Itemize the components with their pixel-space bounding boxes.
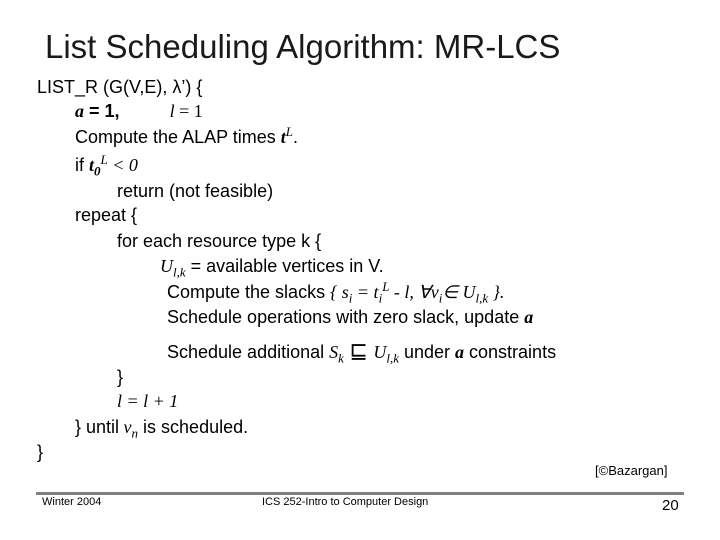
alap-text: Compute the ALAP times: [75, 127, 281, 147]
code-line-for: [117, 230, 321, 252]
code-line-slacks: [167, 279, 505, 306]
code-line-init: [75, 100, 203, 122]
slack-in: ∈ U: [442, 282, 476, 302]
slack-s: { s: [330, 282, 349, 302]
set-U: U: [373, 342, 387, 362]
slack-minus: - l, ∀v: [389, 282, 439, 302]
footer-date: Winter 2004: [42, 496, 102, 508]
code-line-close-for: }: [117, 367, 124, 387]
slide-title: List Scheduling Algorithm: MR-LCS: [45, 28, 561, 65]
close-brace: }: [75, 417, 87, 437]
superscript-L: L: [285, 124, 294, 139]
until-keyword: until: [86, 417, 120, 437]
constraints-text: constraints: [464, 342, 557, 362]
variable-a: a: [75, 101, 84, 121]
code-line-until: [75, 416, 249, 441]
vertex-v: v: [119, 417, 132, 437]
if-keyword: if: [75, 155, 90, 175]
period: .: [293, 127, 299, 147]
code-line-available: [160, 255, 384, 280]
schedule-additional-text: Schedule additional: [167, 342, 330, 362]
code-line-increment: l = l + 1: [117, 391, 179, 411]
code-line-close: }: [37, 442, 44, 462]
code-line-if: [75, 152, 138, 179]
t-symbol: t: [280, 127, 286, 147]
subscript-n: n: [131, 425, 139, 441]
subscript-k: k: [338, 350, 344, 366]
code-line-return: return (not feasible): [117, 181, 274, 201]
subscript-i: i: [378, 290, 383, 306]
code-line-repeat: [75, 204, 137, 226]
footer-divider: [36, 492, 684, 495]
code-line-alap: [75, 126, 298, 148]
variable-a: a: [524, 307, 534, 327]
code-line-schedule-zero: [167, 306, 533, 328]
slack-eq: = t: [352, 282, 379, 302]
subscript-lk: l,k: [173, 264, 186, 280]
init-l-value: = 1: [174, 101, 203, 121]
subscript-lk: l,k: [386, 350, 399, 366]
set-S: S: [329, 342, 339, 362]
subscript-i: i: [438, 290, 443, 306]
open-brace: {: [126, 205, 138, 225]
citation: [©Bazargan]: [595, 463, 668, 478]
subscript-lk: l,k: [475, 290, 489, 306]
scheduled-text: is scheduled.: [138, 417, 249, 437]
init-a-value: = 1,: [84, 101, 120, 121]
variable-a: a: [455, 342, 465, 362]
set-U: U: [160, 256, 173, 276]
slacks-text: Compute the slacks: [167, 282, 331, 302]
compare-zero: < 0: [107, 155, 138, 175]
available-text: = available vertices in V.: [185, 256, 384, 276]
page-number: 20: [662, 497, 679, 514]
subscript-i: i: [348, 290, 353, 306]
slack-close: }.: [488, 282, 505, 302]
subset-symbol: ⊑: [343, 338, 374, 363]
for-keyword: for: [117, 231, 139, 251]
superscript-L: L: [382, 279, 390, 294]
footer-course: ICS 252-Intro to Computer Design: [262, 496, 429, 508]
schedule-zero-text: Schedule operations with zero slack, update: [167, 307, 525, 327]
code-line-schedule-additional: [167, 338, 557, 366]
t-symbol: t: [89, 155, 95, 175]
superscript-L: L: [100, 152, 108, 167]
subscript-0: 0: [94, 163, 101, 179]
code-line-header: LIST_R (G(V,E), λ’) {: [37, 77, 203, 97]
for-text: each resource type k {: [138, 231, 322, 251]
under-text: under: [398, 342, 456, 362]
repeat-keyword: repeat: [75, 205, 127, 225]
variable-l: l: [169, 101, 175, 121]
